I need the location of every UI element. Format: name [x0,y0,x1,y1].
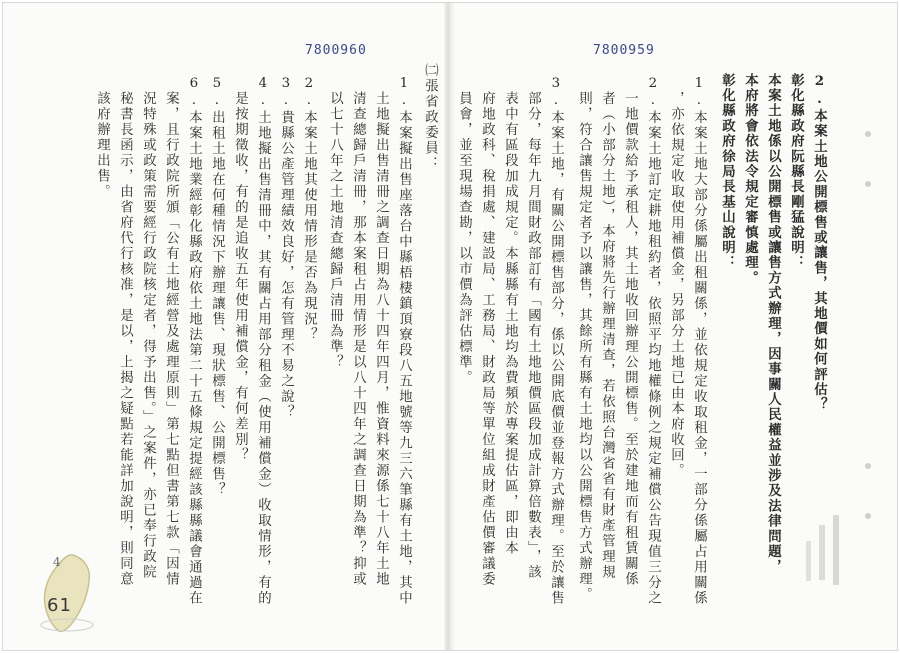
right-line-4: 本府將會依法令規定審慎處理。 [742,73,759,286]
stray-mark: 4 [53,555,61,569]
left-line-13: 況特殊或政策需要經行政院核定者，得予出售。」之案件，亦已奉行政院 [140,91,156,581]
scanned-document [2,2,898,651]
taiwan-map-stamp-icon [33,551,103,635]
right-line-15: 府地政科、稅捐處、建設局、工務局、財政局等單位組成財產估價審議委 [479,91,495,587]
left-line-11: 6.本案土地業經彰化縣政府依土地法第二十五條規定提經該縣縣議會通過在 [186,76,202,607]
right-line-14: 表中有區段加成規定。本縣縣有土地均為費頻於專案提估區，即由本 [502,91,518,556]
left-line-6: 2.本案土地其使用情形是否為現況？ [301,76,317,343]
right-line-6: 1.本案土地大部分係屬出租關係，並依規定收取租金，一部分係屬占用關係 [691,76,707,607]
left-line-1: ㈡張省政委員： [422,63,438,172]
left-line-2: 1.本案擬出售座落台中縣梧棲鎮頂寮段八五地號等九三六筆縣有土地，其中 [396,76,412,607]
right-line-5: 彰化縣政府徐局長基山說明： [719,73,736,271]
right-line-9: 一地價款給予承租人，其土地收回辦理公開標售。至於建地而有租賃關係 [622,91,638,587]
left-line-4: 清查總歸戶清冊，那本案租占用情形是以八十四年之調查日期為準？抑或 [350,91,366,587]
right-line-11: 則，符合讓售規定者予以讓售，其餘所有縣有土地均以公開標售方式辦理。 [576,91,592,603]
page-spine [444,3,454,650]
left-line-14: 秘書長函示，由省府代行核准，是以，上揭之疑點若能詳加說明，則同意 [117,91,133,587]
left-line-12: 案，且行政院所頒「公有土地經營及處理原則」第七點但書第七款「因情 [163,91,179,587]
left-line-8: 4.土地擬出售清冊中，其有關占用部分租金（使用補償金）收取情形，有的 [255,76,271,607]
right-line-16: 員會，並至現場查勘，以市價為評估標準。 [456,91,472,386]
left-line-3: 土地擬出售清冊之調查日期為八十四年四月，惟資料來源係七十八年土地 [373,91,389,587]
right-line-3: 本案土地係以公開標售或讓售方式辦理，因事關人民權益並涉及法律問題， [765,73,782,575]
left-line-9: 是按期徵收，有的是追收五年使用補償金，有何差別？ [232,91,248,463]
right-line-8: 2.本案土地訂定耕地租約者，依照平均地權條例之規定補償公告現值三分之 [645,76,661,607]
right-line-13: 部分，每年九月間財政部訂有「國有土地地價區段加成計算倍數表」，該 [525,91,541,581]
bleed-through-marks [803,511,853,591]
right-page-serial: 7800959 [593,43,655,58]
page-number: 61 [47,595,72,616]
left-line-5: 以七十八年之土地清查總歸戶清冊為準？ [327,91,343,370]
left-line-7: 3.貴縣公產管理績效良好，怎有管理不易之說？ [278,76,294,421]
right-line-1: 2.本案土地公開標售或讓售，其地價如何評估？ [811,73,828,413]
right-line-7: ，亦依規定收取使用補償金，另部分土地已由本府收回。 [668,91,684,479]
left-page-serial: 7800960 [305,43,367,58]
left-line-15: 該府辦理出售。 [94,91,110,200]
right-line-12: 3.本案土地，有關公開標售部分，係以公開底價並登報方式辦理。至於讓售 [548,76,564,607]
right-line-10: 者（小部分土地），本府將先行辦理清查，若依照台灣省省有財產管理規 [599,91,615,581]
right-line-2: 彰化縣政府阮縣長剛猛說明： [788,73,805,271]
left-line-10: 5.出租土地在何種情況下辦理讓售、現狀標售、公開標售？ [209,76,225,498]
